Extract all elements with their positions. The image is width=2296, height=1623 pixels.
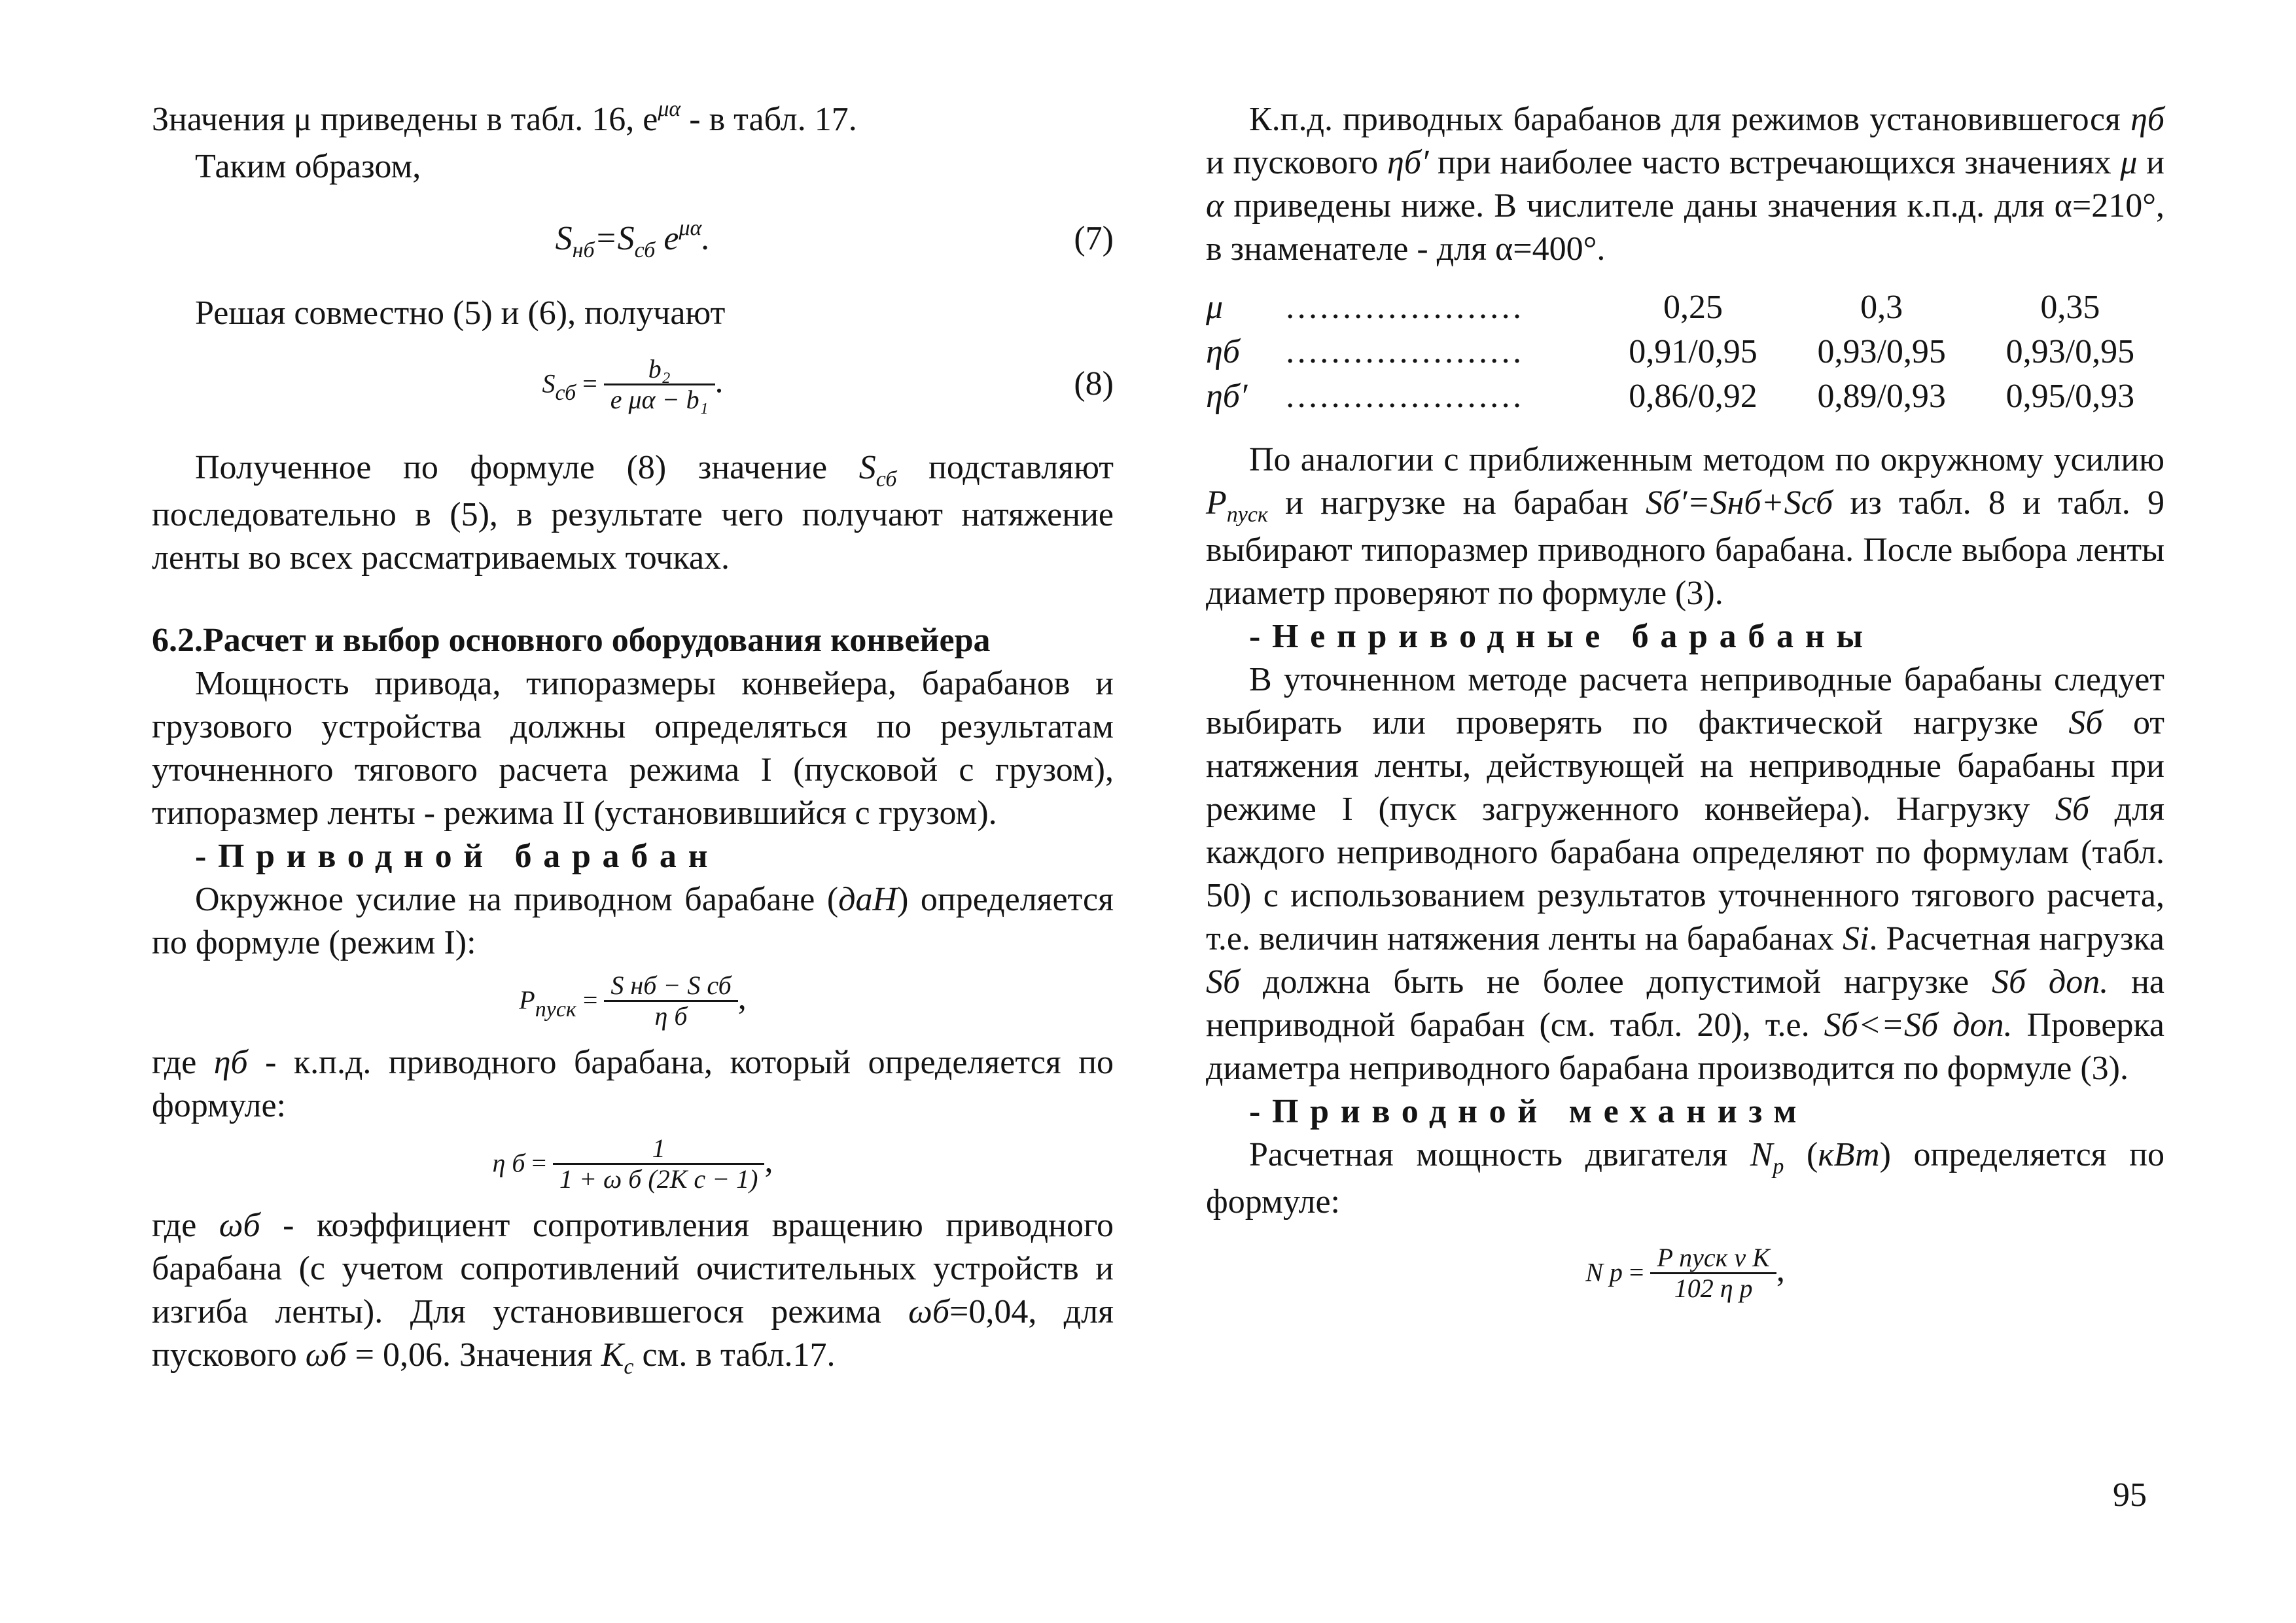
left-para-5: Мощность привода, типоразмеры конвейера, барабанов и грузового устройства должны определяться по результатам уточненного тягового расчета режима I (пусковой с грузом), типоразмер ленты - режима II (установившийся с грузом).	[152, 665, 1114, 832]
left-para-6: Окружное усилие на приводном барабане (даН) определяется по формуле (режим I):	[152, 881, 1114, 961]
equation-8: $S_{сб}$ = $\frac{\text{b₂}}{\text{e μα − b₁}}$ . (8)	[542, 354, 1114, 414]
left-para-4: Полученное по формуле (8) значение $S_{сб}$ подставляют последовательно в (5), в результате чего получают натяжение ленты во всех рассматриваемых точках.	[152, 449, 1114, 577]
section-heading: 6.2.Расчет и выбор основного оборудования конвейера	[152, 622, 991, 659]
left-para-2: Таким образом,	[195, 148, 421, 185]
fraction-power: $\frac{\text{P пуск v K}}{\text{102 η p}}$	[1650, 1243, 1776, 1303]
equation-number-7: (7)	[1074, 220, 1114, 257]
left-para-1: Значения μ приведены в табл. 16, $e^{\mu\alpha}$ - в табл. 17.	[152, 97, 857, 138]
fraction-8: $\frac{\text{b₂}}{\text{e μα − b₁}}$	[604, 355, 715, 414]
right-para-3: В уточненном методе расчета неприводные барабаны следует выбирать или проверять по фактической нагрузке Sб от натяжения ленты, действующей на неприводные барабаны при режиме I (пуск загруженного конвейера). Нагрузку Sб для каждого неприводного барабана определяют по формулам (табл. 50) с использованием результатов уточненного тягового расчета, т.е. величин натяжения ленты на барабанах Si. Расчетная нагрузка Sб должна быть не более допустимой нагрузке Sб доп. на неприводной барабан (см. табл. 20), т.е. Sб<=Sб доп. Проверка диаметра неприводного барабана производится по формуле (3).	[1206, 661, 2165, 1087]
table-row: ηб′ ………………… 0,86/0,92 0,89/0,93 0,95/0,93	[1206, 378, 2135, 415]
equation-number-8: (8)	[1074, 365, 1114, 402]
subheading-drive-mechanism: -Приводной механизм	[1249, 1093, 1809, 1130]
right-para-4: Расчетная мощность двигателя $N_p$ (кВт) определяется по формуле:	[1206, 1136, 2164, 1221]
left-column	[152, 98, 1114, 1381]
right-para-1: К.п.д. приводных барабанов для режимов установившегося ηб и пускового ηб′ при наиболее часто встречающихся значениях μ и α приведены ниже. В числителе даны значения к.п.д. для α=210°, в знаменателе - для α=400°.	[1206, 101, 2164, 268]
table-row: μ ………………… 0,25 0,3 0,35	[1206, 289, 2100, 326]
efficiency-table	[1206, 285, 2164, 419]
equation-7: $S_{нб}=S_{сб}$ $e^{\mu\alpha}$. (7)	[555, 216, 1114, 262]
table-row: ηб ………………… 0,91/0,95 0,93/0,95 0,93/0,95	[1206, 333, 2135, 370]
fraction-eta: $\frac{1}{\text{1 + ω б (2K c − 1)}}$	[553, 1134, 764, 1194]
formula-eta: η б = $\frac{1}{\text{1 + ω б (2K c − 1)}}$ ,	[492, 1133, 773, 1194]
left-para-8: где ωб - коэффициент сопротивления вращению приводного барабана (с учетом сопротивлений очистительных устройств и изгиба ленты). Для установившегося режима ωб=0,04, для пускового ωб = 0,06. Значения $K_c$ см. в табл.17.	[152, 1207, 1114, 1379]
subheading-idler-drums: -Неприводные барабаны	[1249, 618, 1875, 655]
subheading-drive-drum: -Приводной барабан	[195, 838, 720, 875]
formula-power: N p = $\frac{\text{P пуск v K}}{\text{102 η p}}$ ,	[1585, 1243, 1785, 1303]
formula-p-pusk: $P_{пуск}$ = $\frac{\text{S нб − S сб}}{\text{η б}}$ ,	[519, 971, 747, 1031]
right-para-2: По аналогии с приближенным методом по окружному усилию $P_{пуск}$ и нагрузке на барабан Sб′=Sнб+Sсб из табл. 8 и табл. 9 выбирают типоразмер приводного барабана. После выбора ленты диаметр проверяют по формуле (3).	[1206, 441, 2164, 612]
right-column	[1206, 98, 2164, 1303]
left-para-7: где ηб - к.п.д. приводного барабана, который определяется по формуле:	[152, 1044, 1114, 1124]
left-para-3: Решая совместно (5) и (6), получают	[195, 294, 726, 332]
page-number: 95	[2113, 1476, 2147, 1514]
fraction-p-pusk: $\frac{\text{S нб − S сб}}{\text{η б}}$	[604, 971, 737, 1031]
